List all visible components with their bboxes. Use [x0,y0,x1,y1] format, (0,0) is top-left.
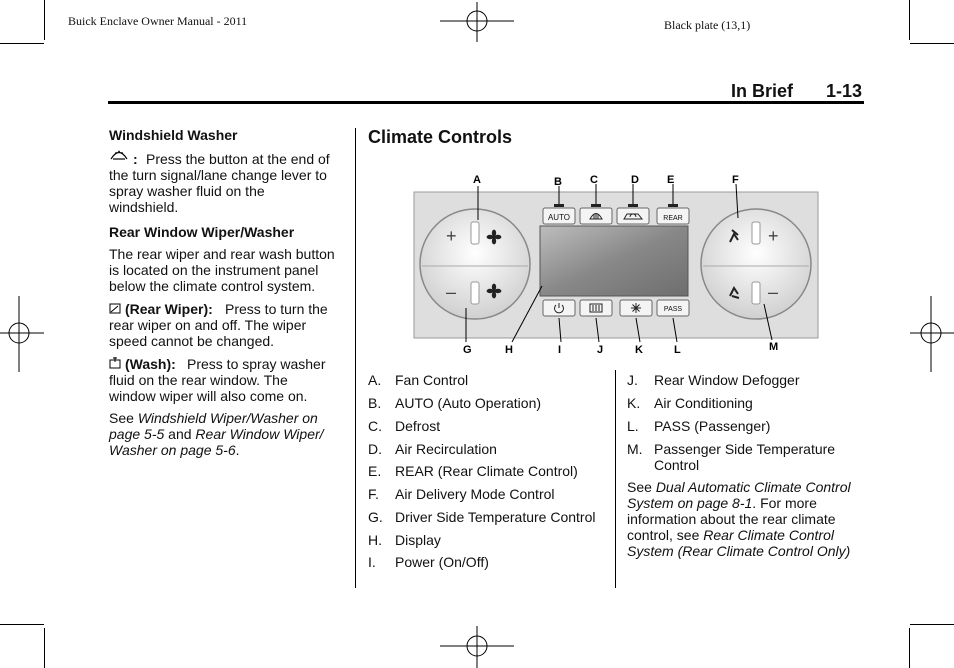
see-reference [109,426,324,442]
see-reference: information about the rear climate [627,511,836,527]
crop-mark [44,0,45,40]
list-item: K. Air Conditioning [627,395,753,411]
list-item: I. Power (On/Off) [368,554,489,570]
callout-i: I [558,344,562,356]
mode-control-slot-bottom[interactable] [752,282,760,304]
see-link[interactable]: Washer on page 5-6 [109,442,236,458]
column-divider [615,370,616,588]
crop-mark [910,624,954,625]
callout-m: M [769,341,779,353]
column-divider [355,128,356,588]
callout-c: C [590,174,598,186]
rear-line: The rear wiper and rear wash button [109,246,335,262]
list-item: J. Rear Window Defogger [627,372,800,388]
list-item-continued: Control [654,457,700,473]
minus-icon: – [768,282,779,302]
list-item: M. Passenger Side Temperature [627,441,836,457]
see-reference: System on page 8-1. For more [627,495,817,511]
plate-label: Black plate (13,1) [664,18,751,32]
see-text: . [235,442,240,458]
callout-d: D [631,174,639,186]
list-item: C. Defrost [368,418,441,434]
washer-line: windshield. [109,199,179,215]
wiper-line: rear wiper on and off. The wiper [109,317,307,333]
list-item: F. Air Delivery Mode Control [368,486,555,502]
crop-mark [44,628,45,668]
page-number: 1-13 [826,81,863,101]
rear-button-label: REAR [663,215,683,222]
indicator-light [628,204,638,207]
climate-title: Climate Controls [368,127,513,147]
crop-mark [910,43,954,44]
washer-line: the turn signal/lane change lever to [109,167,327,183]
rear-wiper-label: (Rear Wiper): [125,301,213,317]
list-item: B. AUTO (Auto Operation) [368,395,542,411]
section-name: In Brief [731,81,794,101]
see-link[interactable]: System (Rear Climate Control Only) [627,543,851,559]
callout-a: A [473,174,481,186]
see-link[interactable]: Windshield Wiper/Washer on [137,410,318,426]
rear-wash-label: (Wash): [125,356,176,372]
callout-h: H [505,344,513,356]
washer-line: spray washer fluid on the [109,183,265,199]
wash-line: window wiper will also come on. [109,388,308,404]
mode-control-slot-top[interactable] [752,222,760,244]
list-item: G. Driver Side Temperature Control [368,509,596,525]
auto-button-label: AUTO [547,213,571,222]
see-link[interactable]: System on page 8-1 [627,495,753,511]
recirculation-button[interactable] [617,208,649,224]
windshield-washer-icon [109,147,129,161]
legend-list-left [368,372,608,572]
rear-wash-icon [109,357,121,369]
see-reference [109,410,318,426]
callout-l: L [674,344,681,356]
snowflake-icon [631,303,641,313]
see-text: See [109,410,138,426]
crop-mark [0,43,44,44]
callout-f: F [732,174,739,186]
indicator-light [554,204,564,207]
see-reference: See Dual Automatic Climate Control [627,479,851,495]
climate-display [540,226,688,296]
legend-list-right [627,372,877,572]
fan-control-slot-top[interactable] [471,222,479,244]
plus-icon: + [446,226,457,246]
callout-b: B [554,176,562,188]
callout-k: K [635,344,643,356]
see-text: and [164,426,196,442]
see-link[interactable]: Dual Automatic Climate Control [655,479,851,495]
wash-line: Press to spray washer [187,356,326,372]
list-item: E. REAR (Rear Climate Control) [368,463,578,479]
see-link[interactable]: page 5-5 [109,426,165,442]
washer-heading: Windshield Washer [109,127,238,143]
see-link[interactable]: Rear Window Wiper/ [195,426,324,442]
rear-line: below the climate control system. [109,278,316,294]
washer-line: Press the button at the end of [146,151,330,167]
rear-line: is located on the instrument panel [109,262,319,278]
crop-mark [909,0,910,40]
registration-mark-bottom [440,626,514,668]
crop-mark [909,628,910,668]
plus-icon: + [768,226,779,246]
see-link[interactable]: Rear Climate Control [703,527,834,543]
callout-g: G [463,344,472,356]
minus-icon: – [446,282,457,302]
rear-wiper-heading: Rear Window Wiper/Washer [109,224,295,240]
list-item: H. Display [368,532,441,548]
registration-mark-top [440,2,514,42]
header-rule [108,101,864,104]
callout-e: E [667,174,675,186]
indicator-light [668,204,678,207]
rear-wiper-icon [109,303,121,314]
climate-control-panel [400,170,830,360]
wiper-line: speed cannot be changed. [109,333,275,349]
see-reference: control, see Rear Climate Control [627,527,834,543]
wash-line: fluid on the rear window. The [109,372,288,388]
registration-mark-left [0,296,44,372]
list-item: L. PASS (Passenger) [627,418,771,434]
list-item: A. Fan Control [368,372,469,388]
wiper-line: Press to turn the [225,301,328,317]
washer-colon: : [133,151,138,167]
see-reference [109,442,240,458]
fan-control-slot-bottom[interactable] [471,282,479,304]
manual-title: Buick Enclave Owner Manual - 2011 [68,14,248,28]
list-item: D. Air Recirculation [368,441,497,457]
pass-button-label: PASS [663,306,683,313]
registration-mark-right [910,296,954,372]
crop-mark [0,624,44,625]
indicator-light [591,204,601,207]
callout-j: J [597,344,604,356]
